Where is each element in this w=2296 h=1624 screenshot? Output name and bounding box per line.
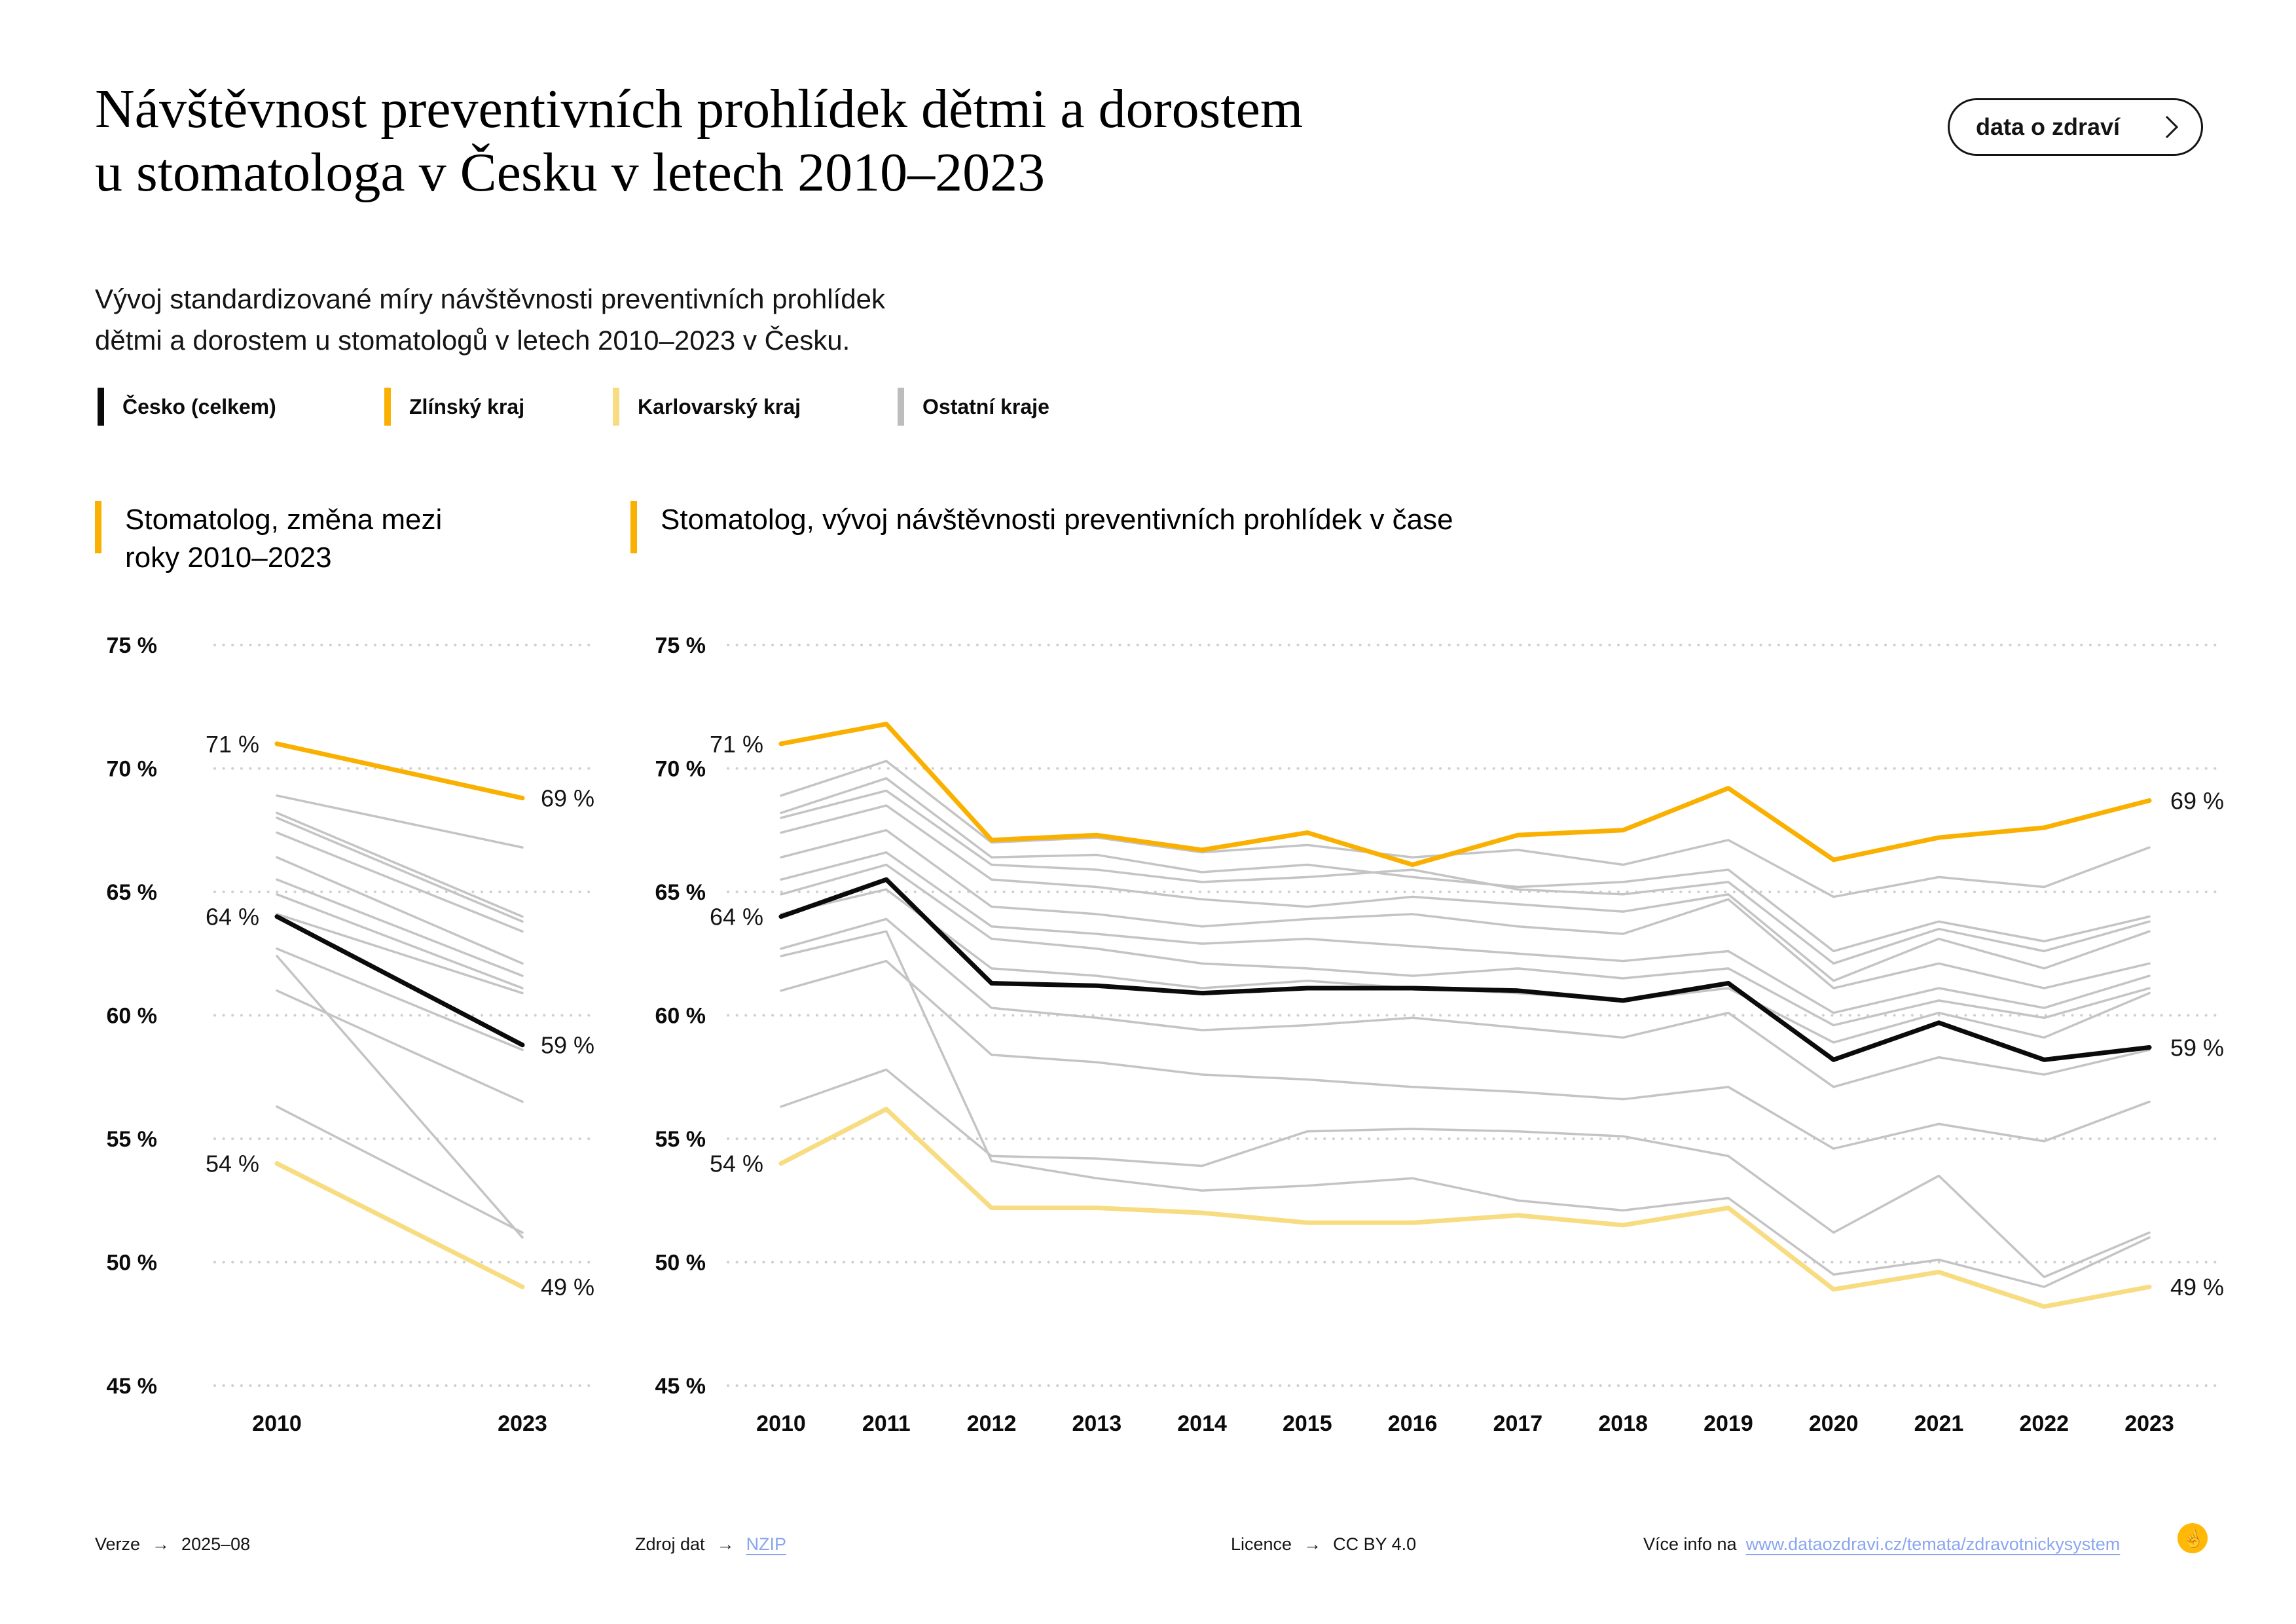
series-other xyxy=(277,991,522,1102)
series-karlovarsky xyxy=(277,1164,522,1287)
footer-version xyxy=(95,1532,250,1557)
chevron-right-icon xyxy=(2164,114,2179,140)
series-zlinsky xyxy=(781,724,2149,865)
page-title-line1: Návštěvnost preventivních prohlídek dětmi a dorostem xyxy=(95,79,1303,139)
series-other xyxy=(277,895,522,988)
series-other xyxy=(781,919,2149,1086)
y-axis-tick: 60 % xyxy=(655,1003,706,1029)
footer-info xyxy=(1643,1532,2120,1557)
series-other xyxy=(277,796,522,847)
legend-item xyxy=(898,388,1049,426)
x-axis-tick: 2015 xyxy=(1283,1411,1332,1436)
y-axis-tick: 45 % xyxy=(106,1374,157,1399)
x-axis-tick: 2016 xyxy=(1387,1411,1438,1436)
y-axis-tick: 70 % xyxy=(655,756,706,782)
x-axis-tick: 2018 xyxy=(1598,1411,1648,1436)
x-axis-tick: 2017 xyxy=(1493,1411,1543,1436)
footer-info-label: Více info na xyxy=(1643,1534,1737,1554)
y-axis-tick: 50 % xyxy=(106,1250,157,1276)
legend-color-bar xyxy=(98,388,104,426)
legend-color-bar xyxy=(898,388,904,426)
value-label-start: 54 % xyxy=(205,1150,259,1177)
legend-color-bar xyxy=(384,388,391,426)
timeseries-chart-title: Stomatolog, vývoj návštěvnosti preventivních prohlídek v čase xyxy=(661,504,1453,536)
value-label-start: 71 % xyxy=(709,730,763,758)
slope-chart xyxy=(92,621,622,1479)
value-label-end: 59 % xyxy=(2170,1034,2225,1061)
page-title-line2: u stomatologa v Česku v letech 2010–2023 xyxy=(95,142,1046,204)
legend-item-label: Česko (celkem) xyxy=(122,394,276,418)
footer-version-label: Verze xyxy=(95,1534,141,1554)
arrow-right-icon: → xyxy=(716,1534,735,1554)
x-axis-tick: 2010 xyxy=(252,1411,302,1436)
value-label-end: 69 % xyxy=(2170,787,2225,815)
series-other xyxy=(781,1069,2149,1277)
value-label-end: 49 % xyxy=(2170,1274,2225,1301)
page-subtitle-line2: dětmi a dorostem u stomatologů v letech 2010–2023 v Česku. xyxy=(95,325,850,356)
y-axis-tick: 55 % xyxy=(106,1127,157,1152)
page-subtitle xyxy=(95,278,885,361)
data-o-zdravi-logo xyxy=(2178,1523,2208,1553)
footer-license xyxy=(1231,1532,1416,1557)
legend-item xyxy=(384,388,524,426)
series-other xyxy=(781,931,2149,1287)
value-label-end: 59 % xyxy=(541,1031,595,1059)
footer-info-link[interactable]: www.dataozdravi.cz/temata/zdravotnickysystem xyxy=(1745,1534,2121,1554)
series-other xyxy=(277,813,522,916)
value-label-start: 64 % xyxy=(205,903,259,931)
timeseries-chart xyxy=(615,621,2291,1479)
series-other xyxy=(277,1107,522,1232)
x-axis-tick: 2022 xyxy=(2019,1411,2069,1436)
footer-version-value: 2025–08 xyxy=(181,1534,251,1554)
value-label-end: 69 % xyxy=(541,784,595,812)
footer-source xyxy=(635,1532,786,1557)
accent-bar xyxy=(95,501,101,553)
legend-item-label: Karlovarský kraj xyxy=(638,394,801,418)
x-axis-tick: 2023 xyxy=(498,1411,547,1436)
series-other xyxy=(781,779,2149,951)
series-zlinsky xyxy=(277,744,522,798)
x-axis-tick: 2011 xyxy=(862,1411,911,1436)
y-axis-tick: 45 % xyxy=(655,1374,706,1399)
y-axis-tick: 50 % xyxy=(655,1250,706,1276)
x-axis-tick: 2023 xyxy=(2124,1411,2174,1436)
footer-source-label: Zdroj dat xyxy=(635,1534,705,1554)
legend-color-bar xyxy=(613,388,619,426)
y-axis-tick: 65 % xyxy=(106,880,157,905)
footer-license-label: Licence xyxy=(1231,1534,1292,1554)
footer-source-link[interactable]: NZIP xyxy=(746,1534,787,1554)
x-axis-tick: 2010 xyxy=(756,1411,806,1436)
y-axis-tick: 55 % xyxy=(655,1127,706,1152)
y-axis-tick: 75 % xyxy=(655,633,706,658)
slope-chart-title: Stomatolog, změna mezi roky 2010–2023 xyxy=(125,504,443,574)
pointing-hand-icon: ☝ xyxy=(2179,1525,2206,1551)
value-label-end: 49 % xyxy=(541,1274,595,1301)
y-axis-tick: 65 % xyxy=(655,880,706,905)
x-axis-tick: 2014 xyxy=(1177,1411,1227,1436)
value-label-start: 64 % xyxy=(709,903,763,931)
series-other xyxy=(277,879,522,976)
x-axis-tick: 2012 xyxy=(966,1411,1017,1436)
series-other xyxy=(277,818,522,921)
timeseries-chart-header xyxy=(630,501,1940,553)
value-label-start: 54 % xyxy=(709,1150,763,1177)
y-axis-tick: 75 % xyxy=(106,633,157,658)
legend-item-label: Zlínský kraj xyxy=(409,394,525,418)
x-axis-tick: 2013 xyxy=(1072,1411,1122,1436)
value-label-start: 71 % xyxy=(205,730,259,758)
series-other xyxy=(781,865,2149,1025)
x-axis-tick: 2021 xyxy=(1914,1411,1964,1436)
x-axis-tick: 2020 xyxy=(1808,1411,1859,1436)
arrow-right-icon: → xyxy=(1303,1534,1322,1554)
series-other xyxy=(781,889,2149,1043)
page-subtitle-line1: Vývoj standardizované míry návštěvnosti preventivních prohlídek xyxy=(95,284,885,314)
series-cesko xyxy=(781,879,2149,1060)
legend-item xyxy=(98,388,276,426)
data-o-zdravi-button-label: data o zdraví xyxy=(1976,113,2121,140)
accent-bar xyxy=(630,501,637,553)
legend xyxy=(0,388,2296,426)
slope-chart-header xyxy=(95,501,462,577)
x-axis-tick: 2019 xyxy=(1704,1411,1753,1436)
y-axis-tick: 60 % xyxy=(106,1003,157,1029)
series-other xyxy=(277,857,522,963)
data-o-zdravi-button[interactable] xyxy=(1948,98,2203,156)
legend-item-label: Ostatní kraje xyxy=(922,394,1049,418)
footer-license-value: CC BY 4.0 xyxy=(1333,1534,1417,1554)
legend-item xyxy=(613,388,801,426)
y-axis-tick: 70 % xyxy=(106,756,157,782)
series-other xyxy=(277,833,522,932)
page-title xyxy=(95,77,1303,205)
footer xyxy=(0,1525,2296,1572)
arrow-right-icon: → xyxy=(152,1534,170,1554)
